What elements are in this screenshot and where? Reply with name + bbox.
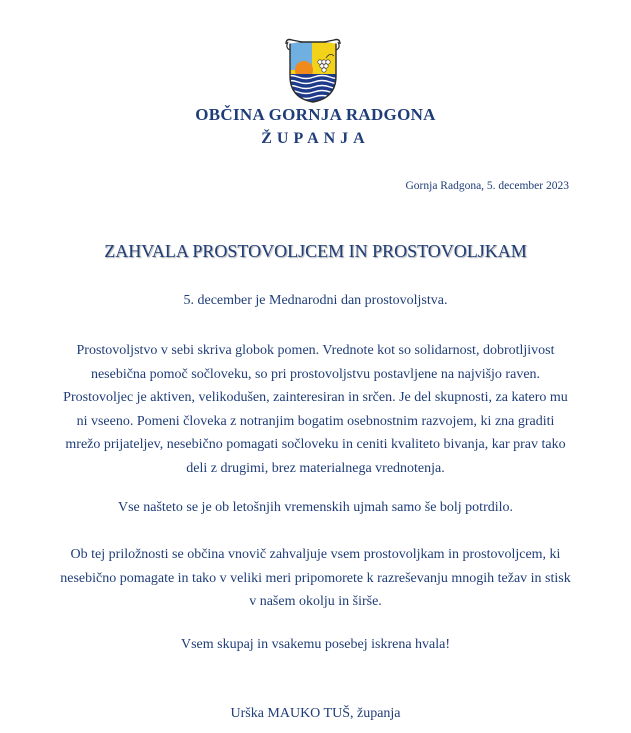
paragraph-intro: 5. december je Mednarodni dan prostovoljstva. <box>183 293 448 308</box>
office-title: ŽUPANJA <box>261 130 370 147</box>
dateline: Gornja Radgona, 5. december 2023 <box>405 180 569 192</box>
signature: Urška MAUKO TUŠ, županja <box>230 706 401 721</box>
paragraph-thanks: Ob tej priložnosti se občina vnovič zahvaljuje vsem prostovoljkam in prostovoljcem, ki nesebično pomagate in tako v veliki meri pripomorete k razreševanju mnogih težav in stisk v našem okolju in širše. <box>60 547 571 609</box>
paragraph-meaning: Prostovoljstvo v sebi skriva globok pomen. Vrednote kot so solidarnost, dobrotljivost nesebična pomoč sočloveku, so pri prostovoljstvu postavljene na najvišjo raven. Prostovoljec je aktiven, velikodušen, zainteresiran in srčen. Je del skupnosti, za katero mu ni vseeno. Pomeni človeka z notranjim bogatim osebnostnim razvojem, ki zna graditi mrežo prijateljev, nesebično pomagati sočloveku in ceniti kvaliteto bivanja, kar prav tako deli z drugimi, brez materialnega vrednotenja. <box>63 343 568 476</box>
letter-title: ZAHVALA PROSTOVOLJCEM IN PROSTOVOLJKAM <box>104 241 527 261</box>
paragraph-confirmation: Vse našteto se je ob letošnjih vremenskih ujmah samo še bolj potrdilo. <box>117 500 514 515</box>
coat-of-arms-icon <box>282 36 344 104</box>
municipality-name: OBČINA GORNJA RADGONA <box>195 105 436 124</box>
paragraph-closing: Vsem skupaj in vsakemu posebej iskrena hvala! <box>180 637 451 652</box>
